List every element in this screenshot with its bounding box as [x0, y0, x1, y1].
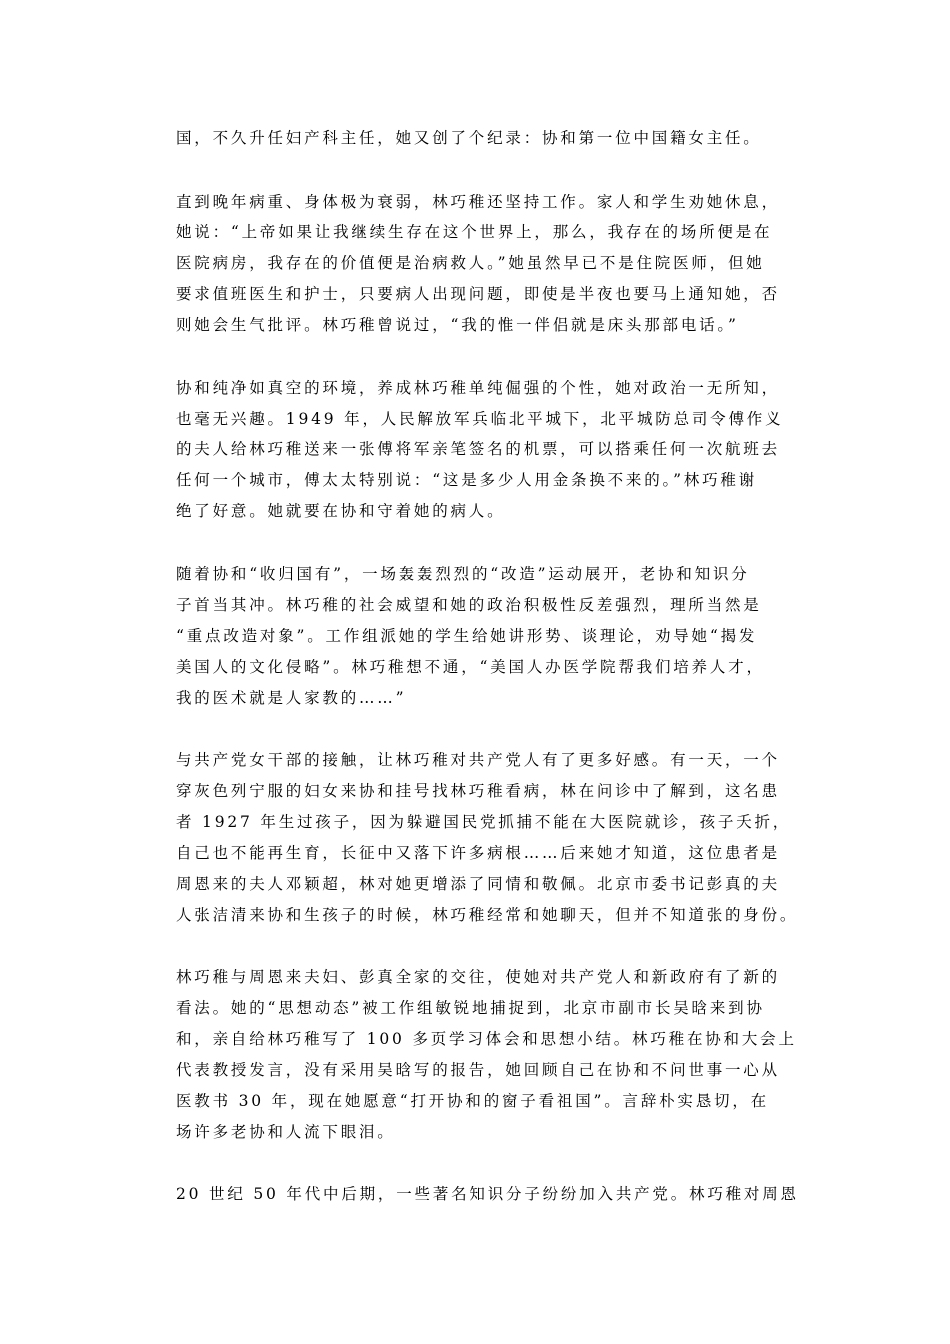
text-line: 她说：“上帝如果让我继续生存在这个世界上，那么，我存在的场所便是在	[176, 223, 773, 241]
text-line: 也毫无兴趣。1949 年，人民解放军兵临北平城下，北平城防总司令傅作义	[176, 410, 784, 428]
text-line: 子首当其冲。林巧稚的社会威望和她的政治积极性反差强烈，理所当然是	[176, 596, 762, 614]
text-line: 代表教授发言，没有采用吴晗写的报告，她回顾自己在协和不问世事一心从	[176, 1061, 780, 1079]
text-line: 医教书 30 年，现在她愿意“打开协和的窗子看祖国”。言辞朴实恳切，在	[176, 1092, 769, 1110]
text-line: 绝了好意。她就要在协和守着她的病人。	[176, 502, 506, 520]
text-line: 则她会生气批评。林巧稚曾说过，“我的惟一伴侣就是床头那部电话。”	[176, 316, 739, 334]
text-line: 的夫人给林巧稚送来一张傅将军亲笔签名的机票，可以搭乘任何一次航班去	[176, 440, 780, 458]
text-line: 协和纯净如真空的环境，养成林巧稚单纯倔强的个性，她对政治一无所知，	[176, 379, 780, 397]
text-line: 20 世纪 50 年代中后期，一些著名知识分子纷纷加入共产党。林巧稚对周恩	[176, 1185, 799, 1203]
text-line: 我的医术就是人家教的……”	[176, 689, 407, 707]
text-line: 看法。她的“思想动态”被工作组敏锐地捕捉到，北京市副市长吴晗来到协	[176, 999, 765, 1017]
text-line: 周恩来的夫人邓颖超，林对她更增添了同情和敬佩。北京市委书记彭真的夫	[176, 875, 780, 893]
text-line: 随着协和“收归国有”，一场轰轰烈烈的“改造”运动展开，老协和知识分	[176, 565, 750, 583]
text-line: 医院病房，我存在的价值便是治病救人。”她虽然早已不是住院医师，但她	[176, 254, 765, 272]
text-line: 穿灰色列宁服的妇女来协和挂号找林巧稚看病，林在问诊中了解到，这名患	[176, 782, 780, 800]
text-line: 直到晚年病重、身体极为衰弱，林巧稚还坚持工作。家人和学生劝她休息，	[176, 193, 780, 211]
text-line: 人张洁清来协和生孩子的时候，林巧稚经常和她聊天，但并不知道张的身份。	[176, 906, 799, 924]
text-line: “重点改造对象”。工作组派她的学生给她讲形势、谈理论，劝导她“揭发	[176, 627, 758, 645]
text-line: 者 1927 年生过孩子，因为躲避国民党抓捕不能在大医院就诊，孩子夭折，	[176, 813, 792, 831]
text-line: 和，亲自给林巧稚写了 100 多页学习体会和思想小结。林巧稚在协和大会上	[176, 1030, 797, 1048]
text-line: 林巧稚与周恩来夫妇、彭真全家的交往，使她对共产党人和新政府有了新的	[176, 968, 780, 986]
text-line: 自己也不能再生育，长征中又落下许多病根……后来她才知道，这位患者是	[176, 844, 780, 862]
text-line: 与共产党女干部的接触，让林巧稚对共产党人有了更多好感。有一天，一个	[176, 751, 780, 769]
text-line: 场许多老协和人流下眼泪。	[176, 1123, 396, 1141]
text-line: 国，不久升任妇产科主任，她又创了个纪录：协和第一位中国籍女主任。	[176, 129, 762, 147]
text-line: 要求值班医生和护士，只要病人出现问题，即使是半夜也要马上通知她，否	[176, 285, 780, 303]
text-line: 任何一个城市，傅太太特别说：“这是多少人用金条换不来的。”林巧稚谢	[176, 471, 758, 489]
text-line: 美国人的文化侵略”。林巧稚想不通，“美国人办医学院帮我们培养人才，	[176, 658, 765, 676]
